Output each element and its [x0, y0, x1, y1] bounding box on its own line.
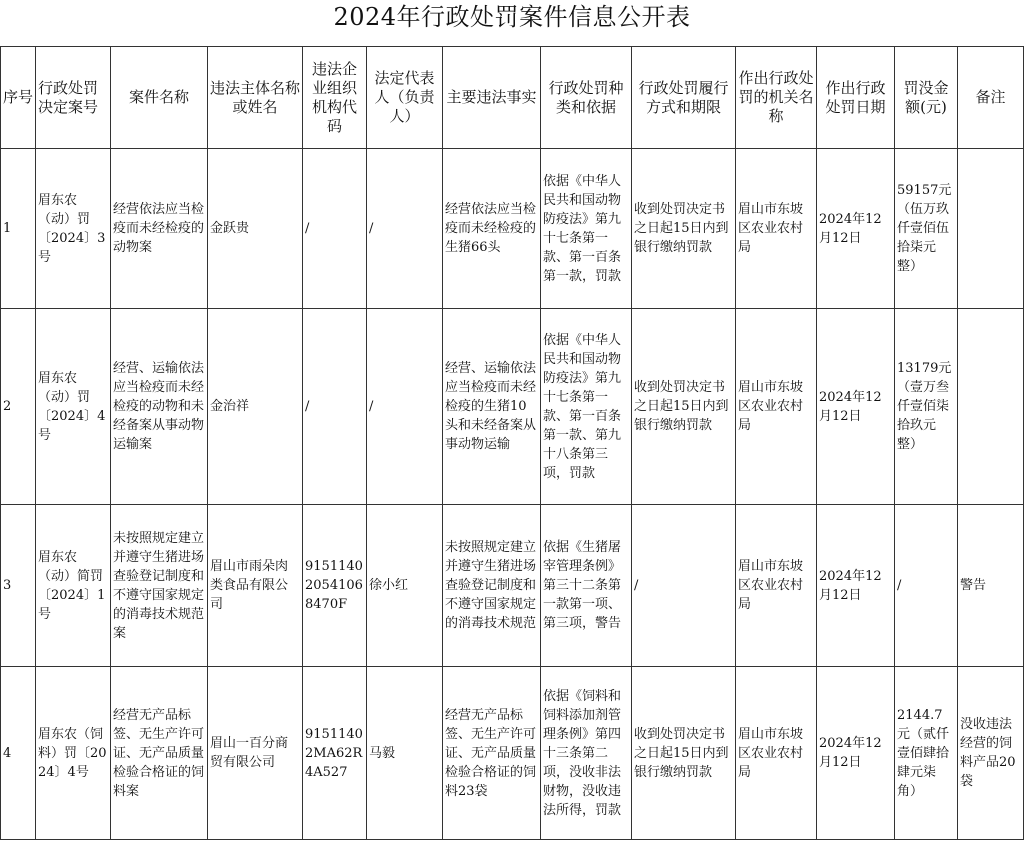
fulfillment-method: 收到处罚决定书之日起15日内到银行缴纳罚款	[632, 309, 736, 505]
penalty-amount: /	[895, 505, 958, 667]
header-cell: 作出行政处罚日期	[817, 47, 895, 149]
legal-representative: /	[367, 149, 443, 309]
case-number: 眉东农（动）罚〔2024〕4号	[36, 309, 111, 505]
penalty-date: 2024年12月12日	[817, 667, 895, 840]
table-row	[1, 309, 1024, 505]
fulfillment-method: 收到处罚决定书之日起15日内到银行缴纳罚款	[632, 149, 736, 309]
header-cell: 罚没金额(元)	[895, 47, 958, 149]
violation-facts: 未按照规定建立并遵守生猪进场查验登记制度和不遵守国家规定的消毒技术规范	[443, 505, 541, 667]
page-title: 2024年行政处罚案件信息公开表	[333, 3, 691, 31]
header-cell: 违法主体名称或姓名	[208, 47, 303, 149]
row-number: 4	[1, 667, 36, 840]
penalty-basis: 依据《饲料和饲料添加剂管理条例》第四十三条第二项，没收非法财物，没收违法所得，罚款	[541, 667, 632, 840]
case-number: 眉东农（动）罚〔2024〕3号	[36, 149, 111, 309]
header-cell: 备注	[958, 47, 1024, 149]
table-row	[1, 667, 1024, 840]
violator-name: 金治祥	[208, 309, 303, 505]
header-cell: 序号	[1, 47, 36, 149]
penalty-basis: 依据《中华人民共和国动物防疫法》第九十七条第一款、第一百条第一款，罚款	[541, 149, 632, 309]
penalty-table	[0, 46, 1024, 840]
legal-representative: /	[367, 309, 443, 505]
case-name: 未按照规定建立并遵守生猪进场查验登记制度和不遵守国家规定的消毒技术规范案	[111, 505, 208, 667]
header-cell: 行政处罚履行方式和期限	[632, 47, 736, 149]
case-name: 经营依法应当检疫而未经检疫的动物案	[111, 149, 208, 309]
case-name: 经营无产品标签、无生产许可证、无产品质量检验合格证的饲料案	[111, 667, 208, 840]
org-code: 91511402MA62R4A527	[303, 667, 367, 840]
header-cell: 作出行政处罚的机关名称	[736, 47, 817, 149]
violation-facts: 经营、运输依法应当检疫而未经检疫的生猪10头和未经备案从事动物运输	[443, 309, 541, 505]
legal-representative: 马毅	[367, 667, 443, 840]
penalty-amount: 59157元（伍万玖仟壹佰伍拾柒元整）	[895, 149, 958, 309]
table-row	[1, 149, 1024, 309]
legal-representative: 徐小红	[367, 505, 443, 667]
case-number: 眉东农（动）简罚〔2024〕1号	[36, 505, 111, 667]
violator-name: 眉山市雨朵肉类食品有限公司	[208, 505, 303, 667]
penalty-basis: 依据《生猪屠宰管理条例》第三十二条第一款第一项、第三项，警告	[541, 505, 632, 667]
header-cell: 主要违法事实	[443, 47, 541, 149]
authority-name: 眉山市东坡区农业农村局	[736, 309, 817, 505]
header-cell: 违法企业组织机构代码	[303, 47, 367, 149]
row-number: 1	[1, 149, 36, 309]
remarks	[958, 149, 1024, 309]
penalty-amount: 2144.7元（贰仟壹佰肆拾肆元柒角）	[895, 667, 958, 840]
penalty-date: 2024年12月12日	[817, 505, 895, 667]
header-row	[1, 47, 1024, 149]
header-cell: 法定代表人（负责人）	[367, 47, 443, 149]
case-number: 眉东农（饲料）罚〔2024〕4号	[36, 667, 111, 840]
fulfillment-method: /	[632, 505, 736, 667]
violation-facts: 经营依法应当检疫而未经检疫的生猪66头	[443, 149, 541, 309]
violator-name: 金跃贵	[208, 149, 303, 309]
penalty-basis: 依据《中华人民共和国动物防疫法》第九十七条第一款、第一百条第一款、第九十八条第三项，罚款	[541, 309, 632, 505]
org-code: /	[303, 149, 367, 309]
case-name: 经营、运输依法应当检疫而未经检疫的动物和未经备案从事动物运输案	[111, 309, 208, 505]
table-row	[1, 505, 1024, 667]
authority-name: 眉山市东坡区农业农村局	[736, 505, 817, 667]
violation-facts: 经营无产品标签、无生产许可证、无产品质量检验合格证的饲料23袋	[443, 667, 541, 840]
penalty-date: 2024年12月12日	[817, 149, 895, 309]
fulfillment-method: 收到处罚决定书之日起15日内到银行缴纳罚款	[632, 667, 736, 840]
org-code: 915114020541068470F	[303, 505, 367, 667]
row-number: 2	[1, 309, 36, 505]
violator-name: 眉山一百分商贸有限公司	[208, 667, 303, 840]
penalty-date: 2024年12月12日	[817, 309, 895, 505]
remarks: 警告	[958, 505, 1024, 667]
header-cell: 行政处罚种类和依据	[541, 47, 632, 149]
penalty-amount: 13179元（壹万叁仟壹佰柒拾玖元整）	[895, 309, 958, 505]
remarks: 没收违法经营的饲料产品20袋	[958, 667, 1024, 840]
remarks	[958, 309, 1024, 505]
header-cell: 行政处罚决定案号	[36, 47, 111, 149]
authority-name: 眉山市东坡区农业农村局	[736, 149, 817, 309]
org-code: /	[303, 309, 367, 505]
row-number: 3	[1, 505, 36, 667]
authority-name: 眉山市东坡区农业农村局	[736, 667, 817, 840]
header-cell: 案件名称	[111, 47, 208, 149]
